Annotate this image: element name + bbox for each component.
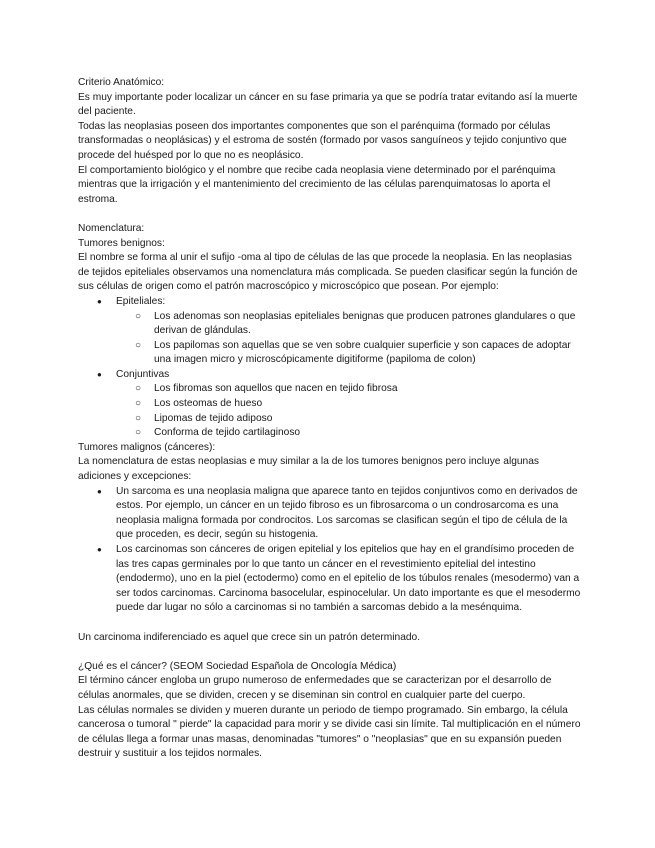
list-item-epiteliales <box>78 295 583 310</box>
benignos-heading: Tumores benignos: <box>78 237 165 249</box>
list-item-label: Epiteliales: <box>116 295 166 307</box>
list-item-fibromas <box>78 382 583 397</box>
criterio-paragraph-2: Todas las neoplasias poseen dos importantes componentes que son el parénquima (formado por células transformadas o neoplásicas) y el estroma de sostén (formado por vasos sanguíneos y tejido conjuntivo que procede del huésped por lo que no es neoplásico. <box>78 120 567 161</box>
list-item-text: Los adenomas son neoplasias epiteliales benignas que producen patrones glandulares o que derivan de glándulas. <box>154 310 576 337</box>
indiferenciado-paragraph: Un carcinoma indiferenciado es aquel que crece sin un patrón determinado. <box>78 631 421 643</box>
hollow-bullet-icon: ○ <box>135 427 142 439</box>
list-item-text: Conforma de tejido cartilaginoso <box>154 427 301 439</box>
cancer-paragraph-1: El término cáncer engloba un grupo numeroso de enfermedades que se caracterizan por el desarrollo de células anormales, que se dividen, crecen y se diseminan sin control en cualquier parte del cuerpo. <box>78 675 552 701</box>
list-item-text: Los carcinomas son cánceres de origen epitelial y los epitelios que hay en el grandísimo proceden de las tres capas germinales por lo que tanto un cáncer en el revestimiento epitelial del intestino (endodermo), uno en la piel (ectodermo) como en el epitelio de los túbulos renales (mesodermo) van a ser todos carcinomas. Carcinoma basocelular, espinocelular. Un dato importante es que el mesodermo puede dar lugar no sólo a carcinomas si no también a sarcomas debido a la mesénquima. <box>116 544 581 614</box>
list-item-carcinomas <box>78 543 583 616</box>
hollow-bullet-icon: ○ <box>135 412 142 424</box>
list-item-conforma <box>78 426 583 441</box>
list-item-adenomas <box>78 310 583 339</box>
list-item-papilomas <box>78 339 583 368</box>
list-item-text: Los osteomas de hueso <box>154 398 263 410</box>
criterio-heading: Criterio Anatómico: <box>78 77 165 88</box>
bullet-icon: ● <box>97 486 102 496</box>
malignos-intro: La nomenclatura de estas neoplasias e muy similar a la de los tumores benignos pero incluye algunas adiciones y excepciones: <box>78 456 539 483</box>
list-item-conjuntivas <box>78 368 583 383</box>
hollow-bullet-icon: ○ <box>135 383 142 395</box>
list-item-osteomas <box>78 397 583 412</box>
spacer <box>78 616 583 631</box>
document-body <box>78 76 583 762</box>
nomenclatura-heading: Nomenclatura: <box>78 222 145 234</box>
cancer-paragraph-2: Las células normales se dividen y mueren durante un periodo de tiempo programado. Sin embargo, la célula cancerosa o tumoral " pierde" la capacidad para morir y se divide casi sin límite. Tal multiplicación en el número de células llega a formar unas masas, denominadas "tumores" o "neoplasias" que en su expansión pueden destruir y sustituir a los tejidos normales. <box>78 704 581 760</box>
hollow-bullet-icon: ○ <box>135 310 142 322</box>
list-item-text: Lipomas de tejido adiposo <box>154 412 273 424</box>
list-item-sarcoma <box>78 485 583 543</box>
criterio-paragraph-3: El comportamiento biológico y el nombre que recibe cada neoplasia viene determinado por el parénquima mientras que la irrigación y el mantenimiento del crecimiento de las células parenquimatosas lo aporta el estroma. <box>78 164 556 205</box>
hollow-bullet-icon: ○ <box>135 398 142 410</box>
criterio-paragraph-1: Es muy importante poder localizar un cáncer en su fase primaria ya que se podría tratar evitando así la muerte del paciente. <box>78 91 578 118</box>
list-item-text: Los papilomas son aquellas que se ven sobre cualquier superficie y son capaces de adoptar una imagen micro y microscópicamente digitiforme (papiloma de colon) <box>154 339 571 366</box>
list-item-lipomas <box>78 412 583 427</box>
list-item-text: Un sarcoma es una neoplasia maligna que aparece tanto en tejidos conjuntivos como en derivados de estos. Por ejemplo, un cáncer en un tejido fibroso es un fibrosarcoma o un condrosarcoma es una neoplasia maligna formada por condrocitos. Los sarcomas se clasifican según el tipo de célula de la que proceden, es decir, según su histogenia. <box>116 485 578 541</box>
hollow-bullet-icon: ○ <box>135 339 142 351</box>
list-item-label: Conjuntivas <box>116 368 170 380</box>
benignos-intro: El nombre se forma al unir el sufijo -oma al tipo de células de las que procede la neoplasia. En las neoplasias de tejidos epiteliales observamos una nomenclatura más complicada. Se pueden clasificar según la función de sus células de origen como el patrón macroscópico y microscópico que posean. Por ejemplo: <box>78 252 578 293</box>
malignos-heading: Tumores malignos (cánceres): <box>78 441 216 453</box>
bullet-icon: ● <box>97 296 102 306</box>
spacer <box>78 207 583 222</box>
bullet-icon: ● <box>97 545 102 554</box>
cancer-heading: ¿Qué es el cáncer? (SEOM Sociedad Española de Oncología Médica) <box>78 660 397 672</box>
bullet-icon: ● <box>97 369 102 379</box>
spacer <box>78 645 583 660</box>
list-item-text: Los fibromas son aquellos que nacen en tejido fibrosa <box>154 383 398 395</box>
